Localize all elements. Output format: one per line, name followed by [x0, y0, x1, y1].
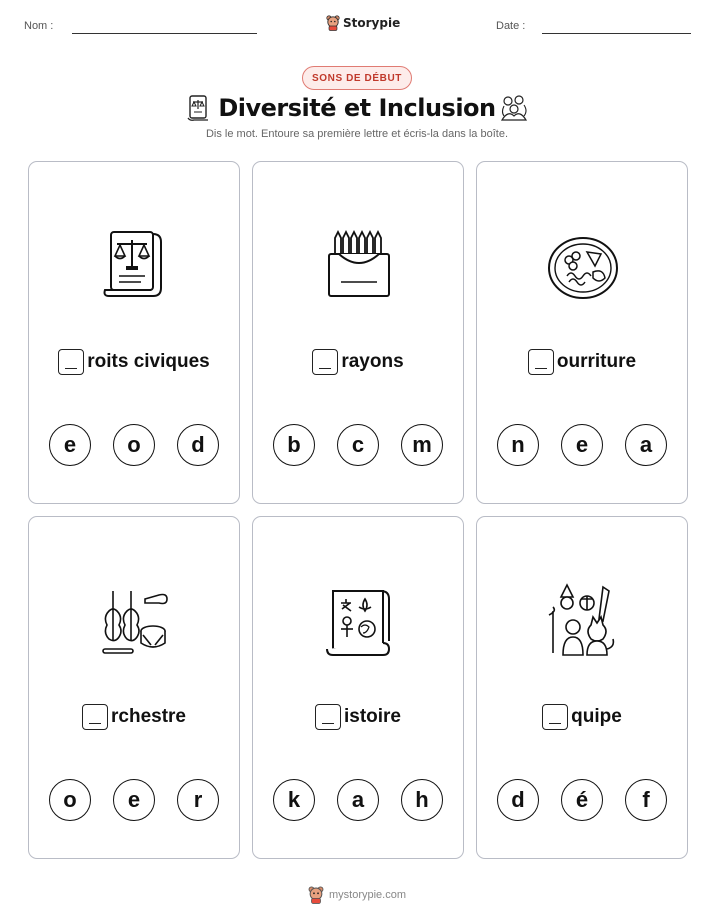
letter-choice[interactable]: d [497, 779, 539, 821]
letter-choice[interactable]: r [177, 779, 219, 821]
letter-choice[interactable]: e [561, 424, 603, 466]
partial-word: quipe [571, 706, 622, 727]
team-characters-icon [543, 581, 623, 661]
word-card-3 [476, 161, 688, 504]
letter-choice[interactable]: c [337, 424, 379, 466]
page-footer [0, 884, 714, 906]
title-row [0, 92, 714, 124]
letter-choice[interactable]: h [401, 779, 443, 821]
letter-choices [49, 779, 219, 821]
letter-choice[interactable]: f [625, 779, 667, 821]
word-card-5 [252, 516, 464, 859]
legal-scroll-scales-icon [95, 226, 175, 306]
category-badge: SONS DE DÉBUT [302, 66, 412, 90]
word-row [477, 348, 687, 376]
answer-box[interactable] [82, 704, 108, 730]
diverse-people-icon [498, 92, 530, 124]
crayon-box-icon [319, 226, 399, 306]
brand-logo [326, 14, 400, 32]
answer-box[interactable] [312, 349, 338, 375]
answer-box[interactable] [315, 704, 341, 730]
word-card-6 [476, 516, 688, 859]
word-row [29, 348, 239, 376]
answer-box[interactable] [58, 349, 84, 375]
letter-choice[interactable]: o [113, 424, 155, 466]
instructions: Dis le mot. Entoure sa première lettre et écris-la dans la boîte. [205, 128, 509, 140]
name-label: Nom : [24, 20, 54, 32]
letter-choice[interactable]: b [273, 424, 315, 466]
history-scroll-icon [319, 581, 399, 661]
word-card-1 [28, 161, 240, 504]
partial-word: rchestre [111, 706, 186, 727]
partial-word: istoire [343, 706, 402, 727]
letter-choice[interactable]: m [401, 424, 443, 466]
letter-choices [497, 779, 667, 821]
letter-choices [49, 424, 219, 466]
food-plate-icon [543, 226, 623, 306]
letter-choice[interactable]: d [177, 424, 219, 466]
answer-box[interactable] [528, 349, 554, 375]
date-label: Date : [496, 20, 526, 32]
letter-choice[interactable]: é [561, 779, 603, 821]
answer-box[interactable] [542, 704, 568, 730]
legal-document-icon [186, 94, 212, 122]
word-row [29, 703, 239, 731]
footer-url[interactable]: mystorypie.com [328, 889, 407, 901]
name-line [72, 33, 257, 34]
date-line [542, 33, 691, 34]
letter-choice[interactable]: e [49, 424, 91, 466]
letter-choice[interactable]: o [49, 779, 91, 821]
brand-name: Storypie [343, 16, 401, 30]
partial-word: roits civiques [87, 351, 210, 372]
letter-choices [497, 424, 667, 466]
word-row [477, 703, 687, 731]
letter-choices [273, 424, 443, 466]
letter-choice[interactable]: a [625, 424, 667, 466]
partial-word: ourriture [556, 351, 637, 372]
bear-mascot-icon [308, 886, 324, 904]
letter-choice[interactable]: e [113, 779, 155, 821]
word-card-4 [28, 516, 240, 859]
bear-mascot-icon [326, 15, 340, 31]
page-header [0, 0, 714, 50]
word-row [253, 703, 463, 731]
word-row [253, 348, 463, 376]
word-card-2 [252, 161, 464, 504]
letter-choice[interactable]: n [497, 424, 539, 466]
letter-choice[interactable]: a [337, 779, 379, 821]
page-title: Diversité et Inclusion [218, 94, 496, 122]
orchestra-instruments-icon [95, 581, 175, 661]
letter-choices [273, 779, 443, 821]
letter-choice[interactable]: k [273, 779, 315, 821]
partial-word: rayons [341, 351, 404, 372]
